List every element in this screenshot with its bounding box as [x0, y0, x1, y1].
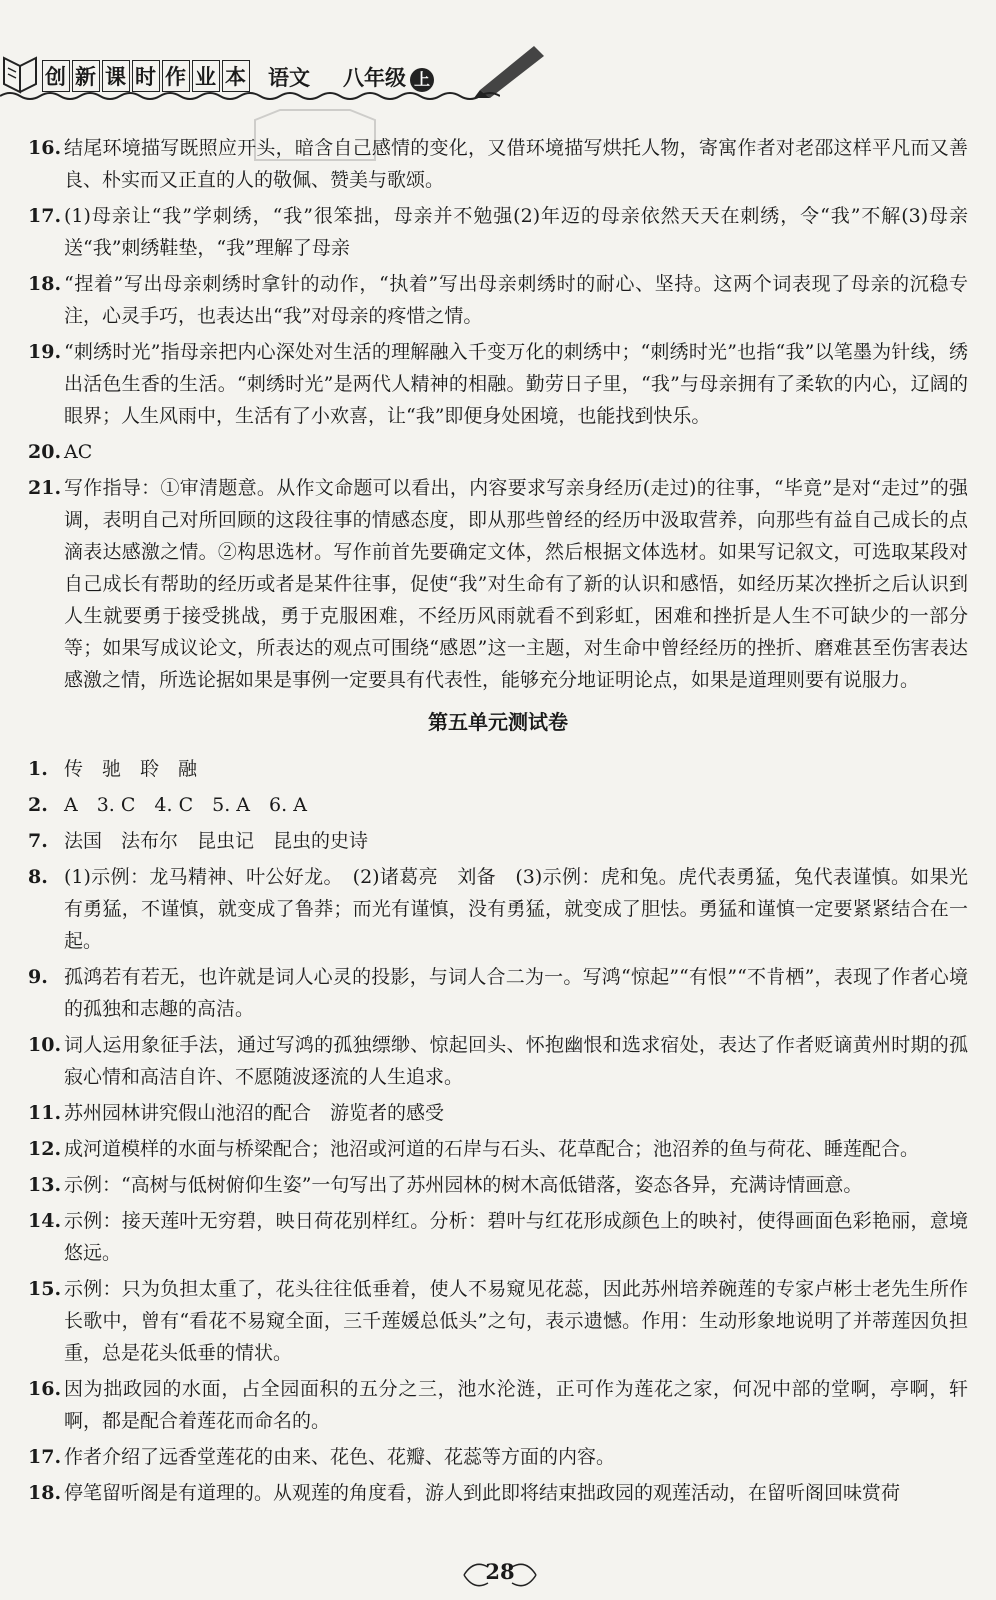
answer-item: 12. 成河道模样的水面与桥梁配合；池沼或河道的石岸与石头、花草配合；池沼养的鱼与荷花、睡莲配合。 — [28, 1138, 920, 1160]
section-title: 第五单元测试卷 — [428, 710, 568, 734]
page-number: 28 — [485, 1559, 515, 1584]
answer-item: 15. 示例：只为负担太重了，花头往往低垂着，使人不易窥见花蕊，因此苏州培养碗莲的专家卢彬士老先生所作长歌中，曾有“看花不易窥全面，三千莲媛总低头”之句，表示遗憾。作用：生动形象地说明了并蒂莲因负担重，总是花头低垂的情状。 — [28, 1278, 968, 1364]
page-footer — [460, 1555, 540, 1595]
grade-label: 八年级 上 — [343, 62, 434, 92]
answer-item: 18. “捏着”写出母亲刺绣时拿针的动作，“执着”写出母亲刺绣时的耐心、坚持。这两个词表现了母亲的沉稳专注，心灵手巧，也表达出“我”对母亲的疼惜之情。 — [28, 273, 968, 327]
answer-item: 18. 停笔留听阁是有道理的。从观莲的角度看，游人到此即将结束拙政园的观莲活动，在留听阁回味赏荷 — [28, 1482, 901, 1504]
answer-item: 17. 作者介绍了远香堂莲花的由来、花色、花瓣、花蕊等方面的内容。 — [28, 1446, 616, 1468]
subject-label: 语文 — [268, 66, 310, 90]
answer-item: 1. 传 驰 聆 融 — [28, 758, 198, 780]
header-wave-divider — [0, 90, 500, 102]
answer-item: 8. (1)示例：龙马精神、叶公好龙。 (2)诸葛亮 刘备 (3)示例：虎和兔。虎代表勇猛，兔代表谨慎。如果光有勇猛，不谨慎，就变成了鲁莽；而光有谨慎，没有勇猛，就变成了胆怯。勇猛和谨慎一定要紧紧结合在一起。 — [28, 866, 968, 952]
term-badge: 上 — [410, 68, 434, 92]
answer-item: 13. 示例：“高树与低树俯仰生姿”一句写出了苏州园林的树木高低错落，姿态各异，充满诗情画意。 — [28, 1174, 863, 1196]
answer-item: 11. 苏州园林讲究假山池沼的配合 游览者的感受 — [28, 1102, 445, 1124]
answer-item: 16. 结尾环境描写既照应开头，暗含自己感情的变化，又借环境描写烘托人物，寄寓作者对老邵这样平凡而又善良、朴实而又正直的人的敬佩、赞美与歌颂。 — [28, 137, 968, 191]
answer-item: 10. 词人运用象征手法，通过写鸿的孤独缥缈、惊起回头、怀抱幽恨和选求宿处，表达了作者贬谪黄州时期的孤寂心情和高洁自许、不愿随波逐流的人生追求。 — [28, 1034, 968, 1088]
pencil-icon — [470, 38, 550, 98]
answer-item: 20. AC — [28, 441, 93, 463]
answer-item: 7. 法国 法布尔 昆虫记 昆虫的史诗 — [28, 830, 369, 852]
answer-item: 19. “刺绣时光”指母亲把内心深处对生活的理解融入千变万化的刺绣中；“刺绣时光”也指“我”以笔墨为针线，绣出活色生香的生活。“刺绣时光”是两代人精神的相融。勤劳日子里，“我”与母亲拥有了柔软的内心，辽阔的眼界；人生风雨中，生活有了小欢喜，让“我”即便身处困境，也能找到快乐。 — [28, 341, 968, 427]
answer-content — [28, 132, 968, 1513]
answer-item: 2. A 3. C 4. C 5. A 6. A — [28, 794, 307, 816]
answer-item: 16. 因为拙政园的水面，占全园面积的五分之三，池水沦涟，正可作为莲花之家，何况中部的堂啊，亭啊，轩啊，都是配合着莲花而命名的。 — [28, 1378, 968, 1432]
answer-item: 14. 示例：接天莲叶无穷碧，映日荷花别样红。分析：碧叶与红花形成颜色上的映衬，使得画面色彩艳丽，意境悠远。 — [28, 1210, 968, 1264]
answer-item: 17. (1)母亲让“我”学刺绣，“我”很笨拙，母亲并不勉强(2)年迈的母亲依然天天在刺绣，令“我”不解(3)母亲送“我”刺绣鞋垫，“我”理解了母亲 — [28, 205, 968, 259]
answer-item: 9. 孤鸿若有若无，也许就是词人心灵的投影，与词人合二为一。写鸿“惊起”“有恨”“不肯栖”，表现了作者心境的孤独和志趣的高洁。 — [28, 966, 968, 1020]
series-title: 创 新 课 时 作 业 本 — [42, 60, 252, 92]
answer-item: 21. 写作指导：①审清题意。从作文命题可以看出，内容要求写亲身经历(走过)的往事，“毕竟”是对“走过”的强调，表明自己对所回顾的这段往事的情感态度，即从那些曾经的经历中汲取营养，向那些有益自己成长的点滴表达感激之情。②构思选材。写作前首先要确定文体，然后根据文体选材。如果写记叙文，可选取某段对自己成长有帮助的经历或者是某件往事，促使“我”对生命有了新的认识和感悟，如经历某次挫折之后认识到人生就要勇于接受挑战，勇于克服困难，不经历风雨就看不到彩虹，困难和挫折是人生不可缺少的一部分等；如果写成议论文，所表达的观点可围绕“感恩”这一主题，对生命中曾经经历的挫折、磨难甚至伤害表达感激之情，所选论据如果是事例一定要具有代表性，能够充分地证明论点，如果是道理则要有说服力。 — [28, 477, 968, 691]
page-header — [0, 0, 996, 110]
